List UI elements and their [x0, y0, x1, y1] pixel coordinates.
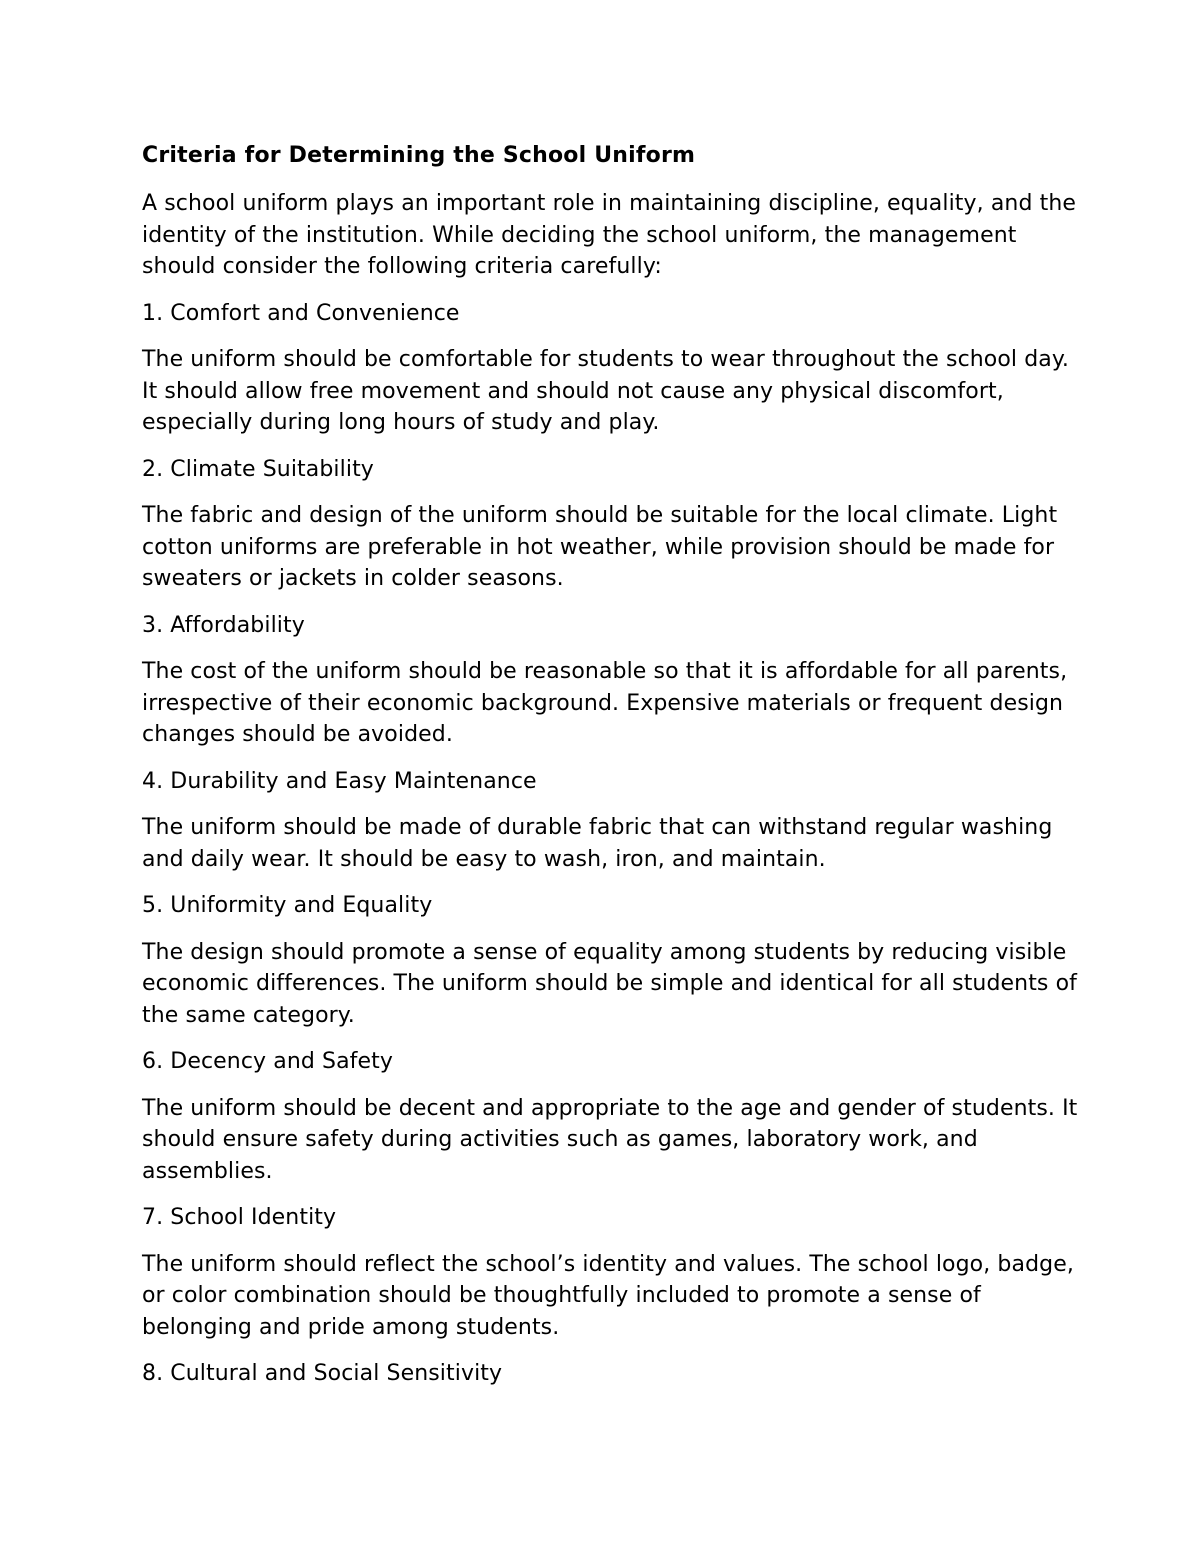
section-body-decency: The uniform should be decent and appropriate to the age and gender of students. It should ensure safety during activities such as games, laboratory work, and assemblies.	[142, 1095, 1078, 1184]
section-body-identity: The uniform should reflect the school’s identity and values. The school logo, badge, or color combination should be thoughtfully included to promote a sense of belonging and pride among students.	[142, 1251, 1074, 1340]
section-body-durability: The uniform should be made of durable fabric that can withstand regular washing and daily wear. It should be easy to wash, iron, and maintain.	[142, 815, 1053, 872]
section-heading-uniformity: 5. Uniformity and Equality	[142, 893, 433, 918]
section-body-comfort: The uniform should be comfortable for students to wear throughout the school day. It should allow free movement and should not cause any physical discomfort, especially during long hours of study and play.	[142, 347, 1069, 435]
section-heading-durability: 4. Durability and Easy Maintenance	[142, 768, 537, 794]
section-heading-decency: 6. Decency and Safety	[142, 1049, 393, 1074]
section-heading-affordability: 3. Affordability	[142, 612, 305, 638]
section-heading-climate: 2. Climate Suitability	[142, 456, 374, 482]
document-page	[142, 141, 1082, 1405]
section-heading-comfort: 1. Comfort and Convenience	[142, 300, 460, 326]
intro-paragraph: A school uniform plays an important role in maintaining discipline, equality, and the identity of the institution. While deciding the school uniform, the management should consider the following criteria carefully:	[142, 191, 1077, 279]
section-heading-identity: 7. School Identity	[142, 1205, 337, 1230]
section-body-affordability: The cost of the uniform should be reasonable so that it is affordable for all parents, irrespective of their economic background. Expensive materials or frequent design changes should be avoided.	[142, 659, 1068, 747]
section-body-climate: The fabric and design of the uniform should be suitable for the local climate. Light cotton uniforms are preferable in hot weather, while provision should be made for sweaters or jackets in colder seasons.	[142, 503, 1058, 591]
section-heading-cultural: 8. Cultural and Social Sensitivity	[142, 1361, 503, 1386]
section-body-uniformity: The design should promote a sense of equality among students by reducing visible economic differences. The uniform should be simple and identical for all students of the same category.	[142, 939, 1077, 1028]
document-title: Criteria for Determining the School Uniform	[142, 143, 696, 168]
